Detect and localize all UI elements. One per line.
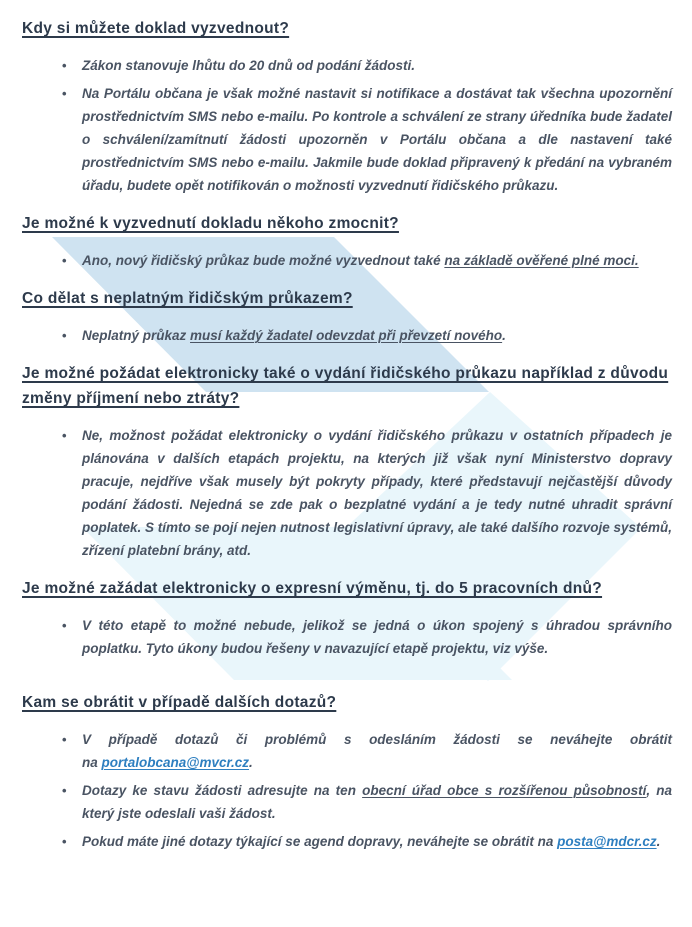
- question-heading: Kdy si můžete doklad vyzvednout?: [22, 20, 290, 37]
- bullet-marker-icon: •: [62, 328, 67, 343]
- bullet-list: [22, 424, 674, 562]
- bullet-text: V případě dotazů či problémů s odesláním žádosti se neváhejte obrátit na portalobcana@mvcr.cz.: [82, 732, 672, 770]
- bullet-item: [62, 54, 672, 77]
- bullet-marker-icon: •: [62, 428, 67, 443]
- bullet-item: [62, 324, 672, 347]
- question-heading: Kam se obrátit v případě dalších dotazů?: [22, 694, 337, 711]
- bullet-marker-icon: •: [62, 618, 67, 633]
- bullet-list: [22, 54, 674, 197]
- question-heading: Co dělat s neplatným řidičským průkazem?: [22, 290, 353, 307]
- question-heading: Je možné k vyzvednutí dokladu někoho zmocnit?: [22, 215, 399, 232]
- bullet-item: [62, 779, 672, 825]
- faq-section-invalid-licence: [22, 286, 674, 347]
- bullet-list: [22, 614, 674, 660]
- bullet-item: [62, 82, 672, 197]
- bullet-marker-icon: •: [62, 783, 67, 798]
- bullet-text: Pokud máte jiné dotazy týkající se agend dopravy, neváhejte se obrátit na posta@mdcr.cz.: [82, 834, 661, 849]
- bullet-item: [62, 249, 672, 272]
- faq-section-other-reasons: [22, 361, 674, 562]
- bullet-marker-icon: •: [62, 732, 67, 747]
- bullet-item: [62, 830, 672, 853]
- faq-section-express-exchange: [22, 576, 674, 660]
- faq-section-contacts: [22, 690, 674, 853]
- bullet-text: Ne, možnost požádat elektronicky o vydání řidičského průkazu v ostatních případech je plánována v dalších etapách projektu, na kterých již však nyní Ministerstvo dopravy pracuje, nejdříve však musely být pokryty případy, které představují nejčastější důvody podání žádosti. Nejedná se zde pak o bezplatné vydání a je tedy nutné uhradit správní poplatek. S tímto se pojí nejen nutnost legislativní úpravy, ale také dalšího rozvoje systémů, zřízení platební brány, atd.: [82, 428, 672, 558]
- bullet-text: Zákon stanovuje lhůtu do 20 dnů od podání žádosti.: [82, 58, 416, 73]
- bullet-item: [62, 728, 672, 774]
- bullet-text: V této etapě to možné nebude, jelikož se jedná o úkon spojený s úhradou správního poplatku. Tyto úkony budou řešeny v navazující etapě projektu, viz výše.: [82, 618, 672, 656]
- faq-section-pickup-time: [22, 16, 674, 197]
- question-heading: Je možné zažádat elektronicky o expresní výměnu, tj. do 5 pracovních dnů?: [22, 580, 603, 597]
- question-heading: Je možné požádat elektronicky také o vydání řidičského průkazu například z důvodu změny příjmení nebo ztráty?: [22, 365, 669, 407]
- bullet-marker-icon: •: [62, 86, 67, 101]
- email-link-posta[interactable]: posta@mdcr.cz: [557, 834, 657, 849]
- underlined-phrase: obecní úřad obce s rozšířenou působností: [362, 783, 647, 798]
- bullet-text: Ano, nový řidičský průkaz bude možné vyzvednout také na základě ověřené plné moci.: [82, 253, 639, 268]
- bullet-text: Neplatný průkaz musí každý žadatel odevzdat při převzetí nového.: [82, 328, 506, 343]
- bullet-marker-icon: •: [62, 253, 67, 268]
- bullet-text: Na Portálu občana je však možné nastavit si notifikace a dostávat tak všechna upozornění prostřednictvím SMS nebo e-mailu. Po kontrole a schválení ze strany úředníka bude žadatel o schválení/zamítnutí žádosti upozorněn v Portálu občana a dle nastavení také prostřednictvím SMS nebo e-mailu. Jakmile bude doklad připravený k předání na vybraném úřadu, budete opět notifikován o možnosti vyzvednutí řidičského průkazu.: [82, 86, 672, 193]
- bullet-marker-icon: •: [62, 834, 67, 849]
- bullet-text: Dotazy ke stavu žádosti adresujte na ten obecní úřad obce s rozšířenou působností, na který jste odeslali vaši žádost.: [82, 783, 672, 821]
- bullet-list: [22, 324, 674, 347]
- bullet-list: [22, 728, 674, 853]
- bullet-list: [22, 249, 674, 272]
- underlined-phrase: na základě ověřené plné moci.: [444, 253, 639, 268]
- faq-section-power-of-attorney: [22, 211, 674, 272]
- bullet-item: [62, 424, 672, 562]
- email-link-portalobcana[interactable]: portalobcana@mvcr.cz: [101, 755, 249, 770]
- bullet-marker-icon: •: [62, 58, 67, 73]
- underlined-phrase: musí každý žadatel odevzdat při převzetí nového: [190, 328, 503, 343]
- bullet-item: [62, 614, 672, 660]
